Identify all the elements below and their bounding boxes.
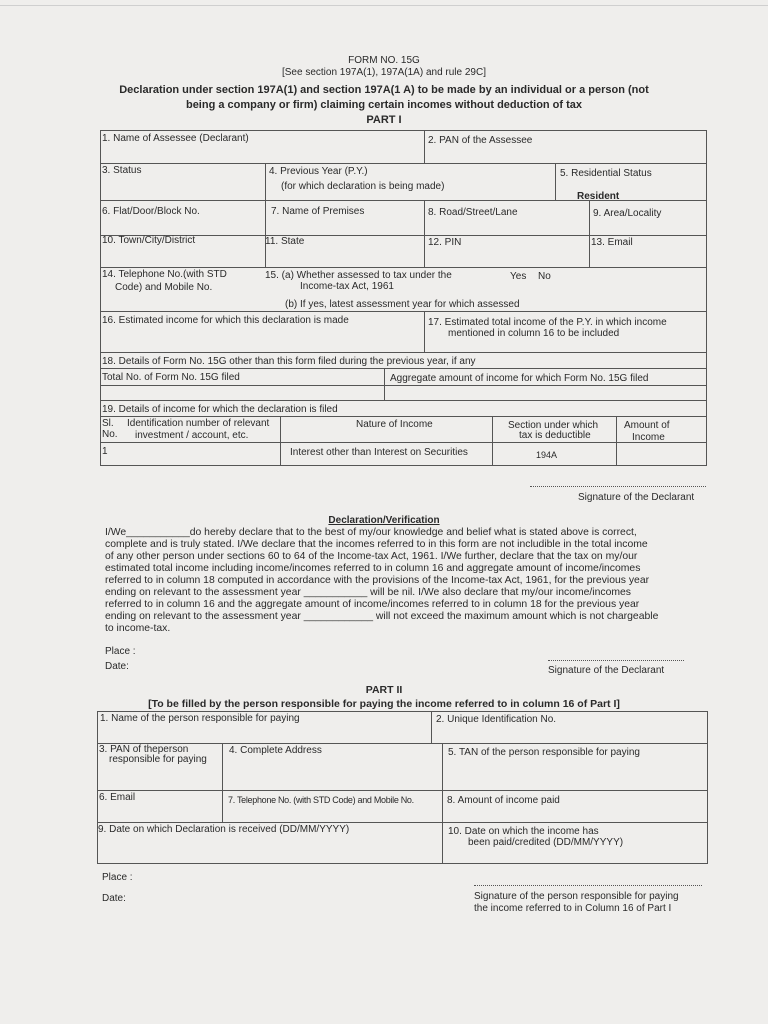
verification-line-7: referred to in column 16 and the aggregate amount of income/incomes referred to in column 18 for the previous year [105, 599, 640, 610]
field-total-forms-filed: Total No. of Form No. 15G filed [102, 372, 240, 383]
verification-line-1: I/We___________do hereby declare that to the best of my/our knowledge and belief what is stated above is correct, [105, 527, 637, 538]
field-assessed-to-tax-act: Income-tax Act, 1961 [300, 281, 394, 292]
field-road-street-lane: 8. Road/Street/Lane [428, 207, 518, 218]
form-number: FORM NO. 15G [348, 55, 420, 66]
field-area-locality: 9. Area/Locality [593, 208, 662, 219]
field-latest-assessment-year: (b) If yes, latest assessment year for which assessed [285, 299, 520, 310]
p2-place: Place : [102, 872, 133, 883]
p2-field-date-paid: 10. Date on which the income has [448, 826, 599, 837]
field-estimated-total-income: 17. Estimated total income of the P.Y. in which income [428, 317, 667, 328]
option-no: No [538, 271, 551, 282]
field-pan-of-assessee: 2. PAN of the Assessee [428, 135, 533, 146]
field-state: 11. State [265, 236, 305, 247]
verification-line-8: ending on relevant to the assessment year ____________ will not exceed the maximum amount which is not chargeable [105, 611, 659, 622]
field-telephone: 14. Telephone No.(with STD [102, 269, 227, 280]
verification-line-5: referred to in column 18 computed in accordance with the provisions of the Income-tax Act, 1961, for the previous year [105, 575, 650, 586]
signature-declarant-2: Signature of the Declarant [548, 665, 665, 676]
p2-field-date-received: 9. Date on which Declaration is received (DD/MM/YYYY) [98, 824, 350, 835]
verification-title: Declaration/Verification [328, 515, 440, 526]
part2-title: PART II [365, 684, 403, 696]
p2-field-tan: 5. TAN of the person responsible for paying [448, 747, 640, 758]
field-details-form-15g: 18. Details of Form No. 15G other than this form filed during the previous year, if any [102, 356, 476, 367]
col-amount-note: Income [632, 432, 665, 443]
signature-line-2 [548, 660, 684, 661]
field-email: 13. Email [591, 237, 633, 248]
col-sl: Sl. [102, 418, 114, 429]
signature-line-1 [530, 486, 706, 487]
verification-line-2: complete and is truly stated. I/We declare that the incomes referred to in this form are not includible in the total income [105, 539, 648, 550]
field-details-of-income: 19. Details of income for which the declaration is filed [102, 404, 338, 415]
signature-declarant-1: Signature of the Declarant [578, 492, 695, 503]
p2-field-unique-id: 2. Unique Identification No. [436, 714, 557, 725]
field-telephone-note: Code) and Mobile No. [115, 282, 213, 293]
field-town-city-district: 10. Town/City/District [102, 235, 196, 246]
p2-field-pan-note: responsible for paying [109, 754, 207, 765]
col-identification-note: investment / account, etc. [135, 430, 249, 441]
p2-signature-line2: the income referred to in Column 16 of Part I [474, 903, 672, 914]
field-pin: 12. PIN [428, 237, 462, 248]
p2-signature-line1: Signature of the person responsible for paying [474, 891, 679, 902]
field-residential-status: 5. Residential Status [560, 168, 652, 179]
field-name-of-premises: 7. Name of Premises [271, 206, 365, 217]
row-section: 194A [536, 450, 558, 460]
declaration-title-line1: Declaration under section 197A(1) and section 197A(1 A) to be made by an individual or a person (not [119, 84, 649, 96]
col-amount: Amount of [624, 420, 670, 431]
row-sl: 1 [102, 446, 108, 457]
col-section: Section under which [508, 420, 599, 431]
field-estimated-income: 16. Estimated income for which this declaration is made [102, 315, 349, 326]
p2-field-address: 4. Complete Address [229, 745, 322, 756]
verification-line-6: ending on relevant to the assessment year ___________ will be nil. I/We also declare that my/our income/incomes [105, 587, 631, 598]
field-flat-door-block: 6. Flat/Door/Block No. [102, 206, 200, 217]
field-previous-year-note: (for which declaration is being made) [281, 181, 445, 192]
verification-line-9: to income-tax. [105, 623, 171, 634]
verification-line-4: estimated total income including income/incomes referred to in column 16 and aggregate amount of income/incomes [105, 563, 641, 574]
option-yes: Yes [510, 271, 527, 282]
section-reference: [See section 197A(1), 197A(1A) and rule 29C] [281, 67, 486, 78]
field-estimated-total-income-note: mentioned in column 16 to be included [448, 328, 620, 339]
p2-date: Date: [102, 893, 126, 904]
col-section-note: tax is deductible [519, 430, 591, 441]
col-identification: Identification number of relevant [127, 418, 270, 429]
col-no: No. [102, 429, 118, 440]
verification-line-3: of any other person under sections 60 to 64 of the Income-tax Act, 1961. I/We further, declare that the tax on my/our [105, 551, 638, 562]
col-nature-of-income: Nature of Income [356, 419, 433, 430]
p2-field-email: 6. Email [99, 792, 136, 803]
p2-field-amount-paid: 8. Amount of income paid [447, 795, 560, 806]
p2-field-telephone: 7. Telephone No. (with STD Code) and Mobile No. [228, 795, 414, 805]
residential-status-value: Resident [577, 191, 620, 202]
scan-edge [0, 5, 768, 6]
field-status: 3. Status [102, 165, 142, 176]
verification-date: Date: [105, 661, 129, 672]
field-aggregate-amount: Aggregate amount of income for which Form No. 15G filed [390, 373, 649, 384]
field-previous-year: 4. Previous Year (P.Y.) [269, 166, 368, 177]
p2-field-pan: 3. PAN of theperson [99, 744, 189, 755]
declaration-title-line2: being a company or firm) claiming certain incomes without deduction of tax [185, 99, 583, 111]
p2-field-date-paid-note: been paid/credited (DD/MM/YYYY) [468, 837, 624, 848]
row-nature: Interest other than Interest on Securities [290, 447, 468, 458]
verification-place: Place : [105, 646, 136, 657]
p2-field-name-payer: 1. Name of the person responsible for paying [100, 713, 300, 724]
field-assessed-to-tax: 15. (a) Whether assessed to tax under the [265, 270, 452, 281]
part1-title: PART I [366, 114, 402, 126]
part2-subtitle: [To be filled by the person responsible for paying the income referred to in column 16 of Part I] [148, 698, 620, 710]
field-name-of-assessee: 1. Name of Assessee (Declarant) [102, 133, 249, 144]
signature-line-3 [474, 885, 702, 886]
